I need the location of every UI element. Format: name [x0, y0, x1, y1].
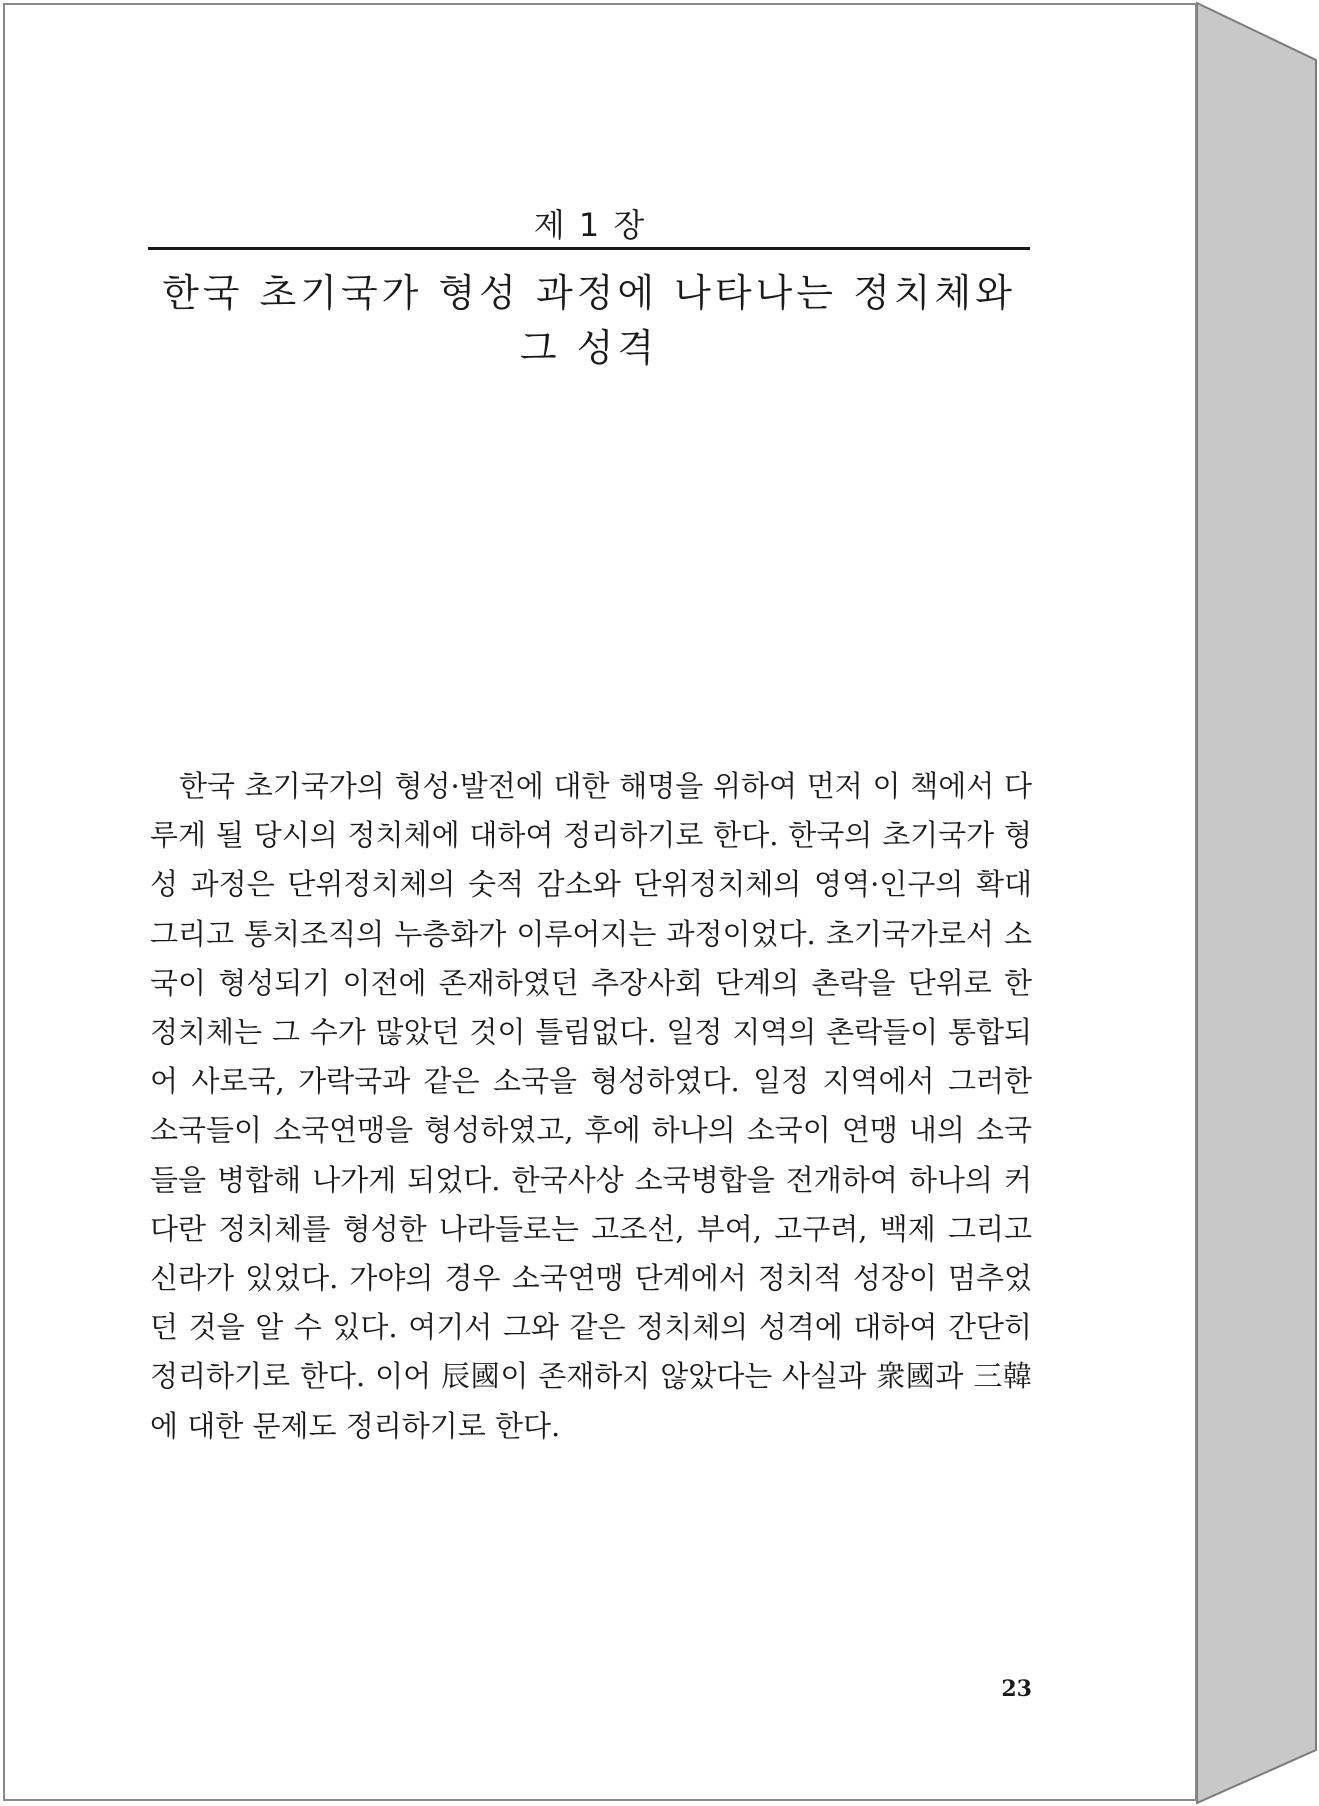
page-number: 23 [1001, 1676, 1032, 1702]
chapter-title: 한국 초기국가 형성 과정에 나타나는 정치체와 그 성격 [162, 271, 1016, 370]
chapter-number: 제 1 장 [533, 206, 647, 244]
chapter-divider [148, 247, 1030, 250]
body-paragraph: 한국 초기국가의 형성·발전에 대한 해명을 위하여 먼저 이 책에서 다루게 될 당시의 정치체에 대하여 정리하기로 한다. 한국의 초기국가 형성 과정은 단위정치체의 숫적 감소와 단위정치체의 영역·인구의 확대 그리고 통치조직의 누층화가 이루어지는 과정이었다. 초기국가로서 소국이 형성되기 이전에 존재하였던 추장사회 단계의 촌락을 단위로 한 정치체는 그 수가 많았던 것이 틀림없다. 일정 지역의 촌락들이 통합되어 사로국, 가락국과 같은 소국을 형성하였다. 일정 지역에서 그러한 소국들이 소국연맹을 형성하였고, 후에 하나의 소국이 연맹 내의 소국들을 병합해 나가게 되었다. 한국사상 소국병합을 전개하여 하나의 커다란 정치체를 형성한 나라들로는 고조선, 부여, 고구려, 백제 그리고 신라가 있었다. 가야의 경우 소국연맹 단계에서 정치적 성장이 멈추었던 것을 알 수 있다. 여기서 그와 같은 정치체의 성격에 대하여 간단히 정리하기로 한다. 이어 辰國이 존재하지 않았다는 사실과 衆國과 三韓에 대한 문제도 정리하기로 한다. [150, 769, 1032, 1443]
body-text [150, 762, 1032, 1451]
